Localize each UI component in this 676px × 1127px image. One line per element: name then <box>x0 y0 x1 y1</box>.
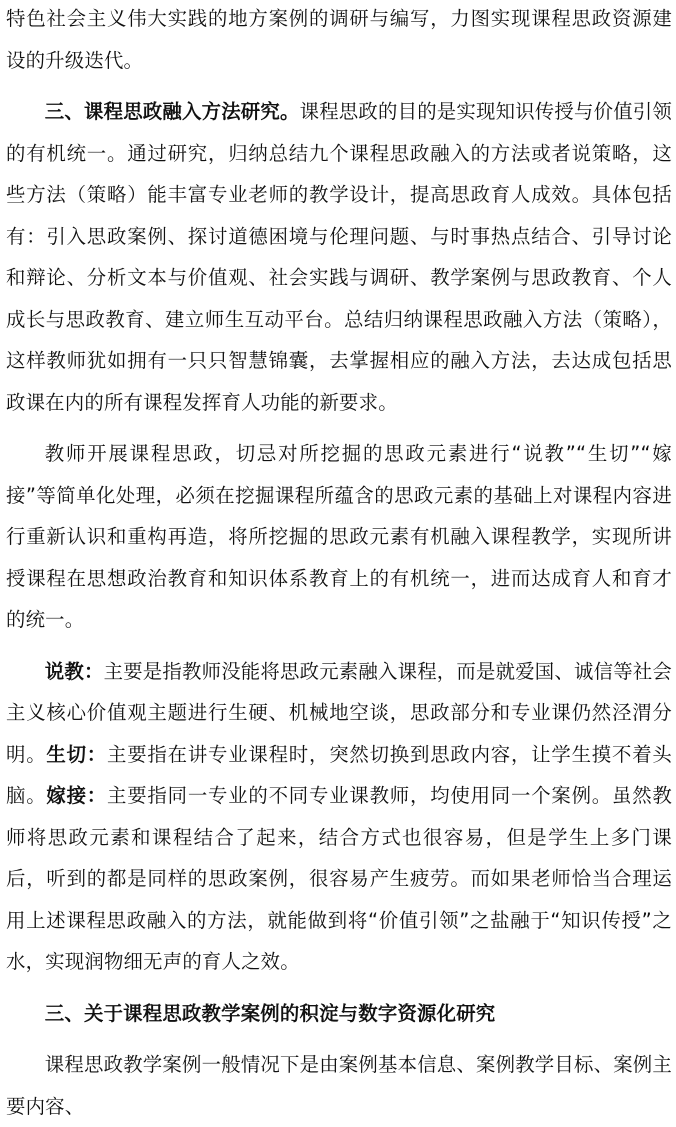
paragraph-text: 课程思政教学案例一般情况下是由案例基本信息、案例教学目标、案例主要内容、 <box>6 1053 672 1118</box>
paragraph-case-structure <box>6 1044 672 1127</box>
paragraph-definitions <box>6 651 672 983</box>
term-shengqie: 生切： <box>46 742 108 766</box>
paragraph-intro-continuation <box>6 0 672 81</box>
term-jiajie: 嫁接： <box>46 784 108 807</box>
definition-jiajie: 主要指同一专业的不同专业课教师，均使用同一个案例。虽然教师将思政元素和课程结合了起来，结合方式也很容易，但是学生上多门课后，听到的都是同样的思政案例，很容易产生疲劳。而如果老师恰当合理运用上述课程思政融入的方法，就能做到将“价值引领”之盐融于“知识传授”之水，实现润物细无声的育人之效。 <box>6 784 672 973</box>
term-shuojiao: 说教： <box>44 659 104 683</box>
paragraph-section-methods <box>6 91 672 423</box>
section-heading-cases <box>6 993 672 1035</box>
paragraph-text: 教师开展课程思政，切忌对所挖掘的思政元素进行“说教”“生切”“嫁接”等简单化处理，必须在挖掘课程所蕴含的思政元素的基础上对课程内容进行重新认识和重构再造，将所挖掘的思政元素有机融入课程教学，实现所讲授课程在思想政治教育和知识体系教育上的有机统一，进而达成育人和育才的统一。 <box>6 442 672 631</box>
paragraph-teacher-approach <box>6 433 672 641</box>
section-heading-text: 三、关于课程思政教学案例的积淀与数字资源化研究 <box>44 1001 496 1025</box>
paragraph-text: 课程思政的目的是实现知识传授与价值引领的有机统一。通过研究，归纳总结九个课程思政融入的方法或者说策略，这些方法（策略）能丰富专业老师的教学设计，提高思政育人成效。具体包括有：引入思政案例、探讨道德困境与伦理问题、与时事热点结合、引导讨论和辩论、分析文本与价值观、社会实践与调研、教学案例与思政教育、个人成长与思政教育、建立师生互动平台。总结归纳课程思政融入方法（策略），这样教师犹如拥有一只只智慧锦囊，去掌握相应的融入方法，去达成包括思政课在内的所有课程发挥育人功能的新要求。 <box>6 100 672 414</box>
definition-shengqie: 主要指在讲专业课程时，突然切换到思政内容，让学生摸不着头脑。 <box>6 742 672 807</box>
definition-shuojiao: 主要是指教师没能将思政元素融入课程，而是就爱国、诚信等社会主义核心价值观主题进行生硬、机械地空谈，思政部分和专业课仍然泾渭分明。 <box>6 659 672 766</box>
paragraph-text: 特色社会主义伟大实践的地方案例的调研与编写，力图实现课程思政资源建设的升级迭代。 <box>6 7 672 72</box>
section-heading-methods: 三、课程思政融入方法研究。 <box>44 100 300 123</box>
